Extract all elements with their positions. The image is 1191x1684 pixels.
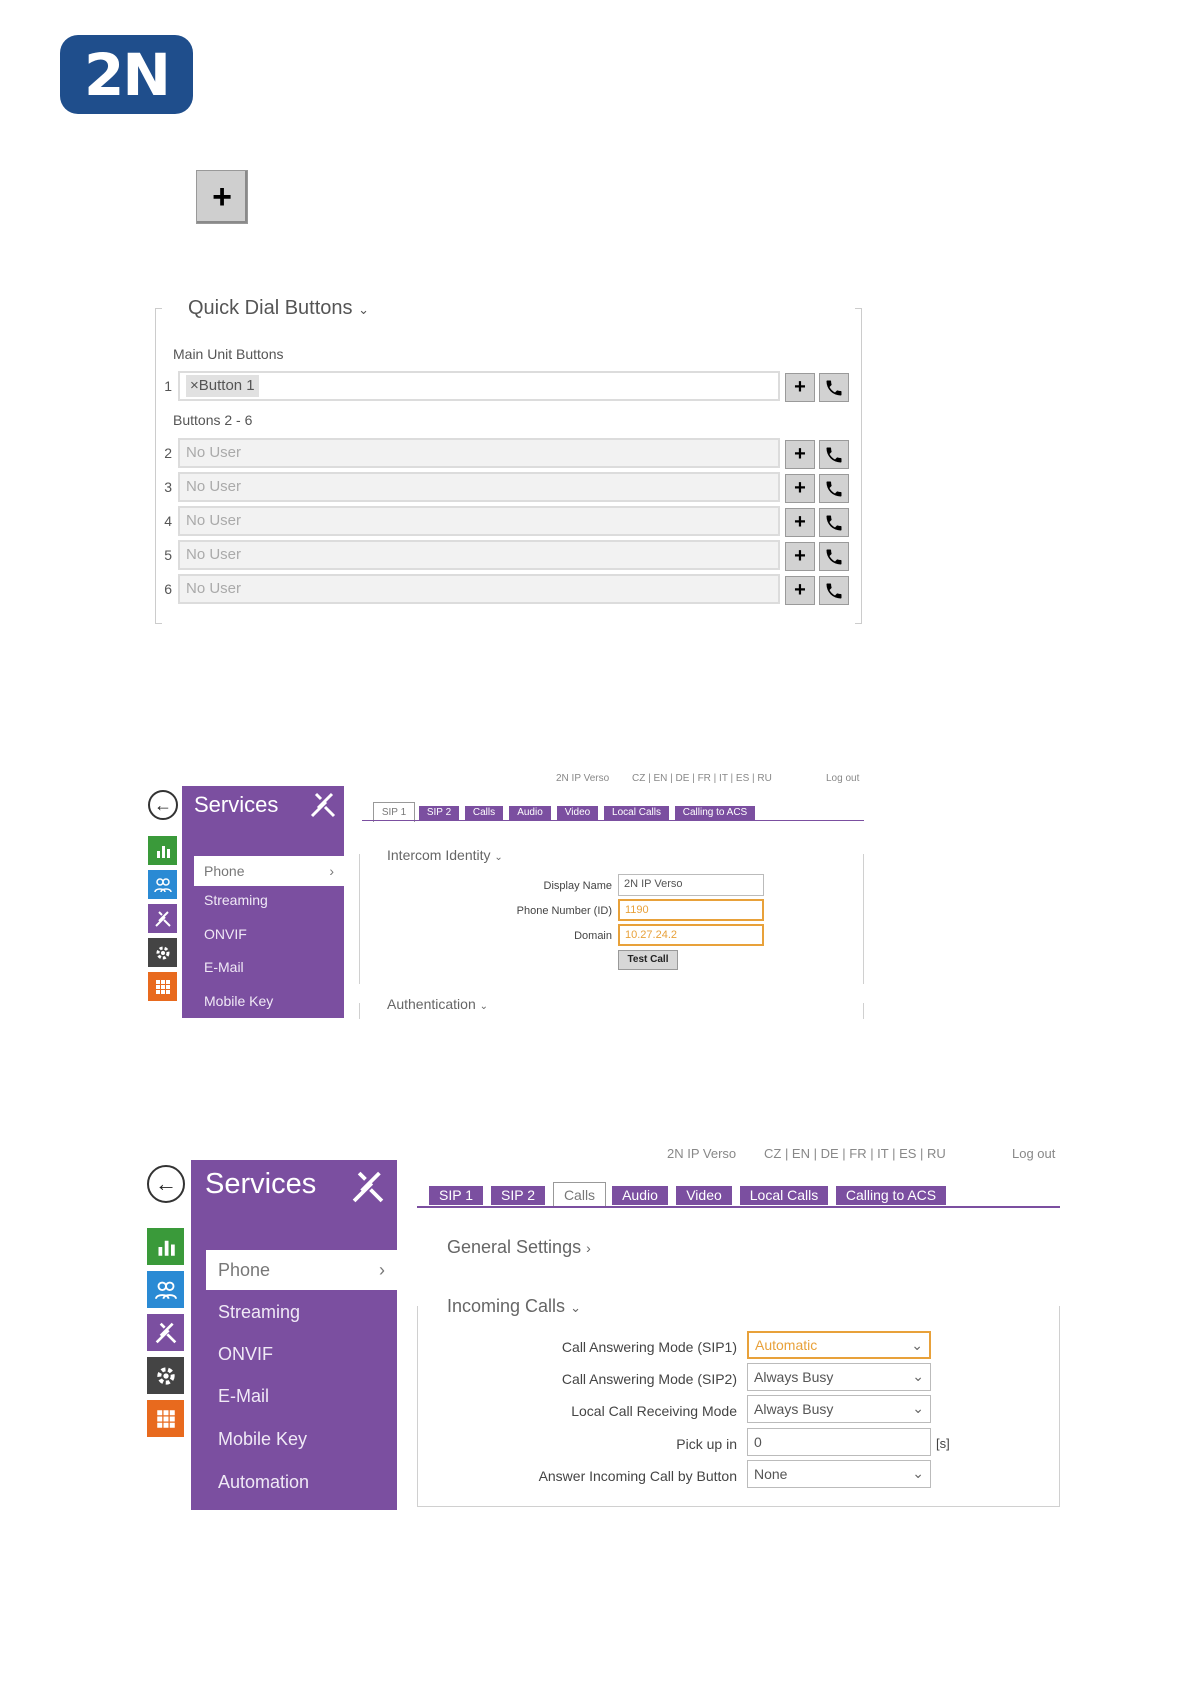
section-title-authentication[interactable]: Authentication ⌄ xyxy=(384,996,491,1012)
tab-calls[interactable]: Calls xyxy=(465,806,503,820)
chevron-down-icon: ⌄ xyxy=(912,1400,924,1416)
add-user-button[interactable] xyxy=(785,508,815,537)
add-user-button[interactable] xyxy=(785,373,815,402)
chevron-down-icon: ⌄ xyxy=(479,1001,489,1012)
phone-icon xyxy=(824,581,844,601)
domain-input[interactable]: 10.27.24.2 xyxy=(618,924,764,946)
test-call-button[interactable]: Test Call xyxy=(618,950,678,970)
device-name: 2N IP Verso xyxy=(556,773,610,784)
phone-number-label: Phone Number (ID) xyxy=(516,905,612,917)
chevron-down-icon: ⌄ xyxy=(912,1465,924,1481)
local-call-receiving-mode-label: Local Call Receiving Mode xyxy=(571,1403,737,1419)
back-arrow-icon[interactable]: ← xyxy=(148,790,178,820)
row-number: 2 xyxy=(164,445,172,461)
phone-icon xyxy=(824,547,844,567)
tab-underline xyxy=(362,820,864,821)
display-name-input[interactable]: 2N IP Verso xyxy=(618,874,764,896)
chevron-down-icon: ⌄ xyxy=(570,1300,581,1315)
status-icon[interactable] xyxy=(148,836,177,865)
row-number: 3 xyxy=(164,479,172,495)
pick-up-in-input[interactable]: 0 xyxy=(747,1428,931,1456)
tab-video[interactable]: Video xyxy=(676,1186,732,1205)
menu-item-mobile-key[interactable]: Mobile Key xyxy=(204,993,274,1009)
menu-item-phone[interactable]: Phone › xyxy=(194,856,344,886)
services-icon[interactable] xyxy=(148,904,177,933)
tab-underline xyxy=(417,1206,1060,1208)
menu-item-phone[interactable]: Phone › xyxy=(206,1250,397,1290)
back-arrow-icon[interactable]: ← xyxy=(147,1165,185,1203)
section-title-general-settings[interactable]: General Settings › xyxy=(447,1237,591,1257)
tab-audio[interactable]: Audio xyxy=(509,806,551,820)
user-field[interactable]: No User xyxy=(178,472,780,502)
status-icon[interactable] xyxy=(147,1228,184,1265)
remove-tag-icon[interactable]: × xyxy=(190,377,199,394)
plus-icon: + xyxy=(794,443,806,465)
services-menu xyxy=(191,1160,397,1510)
add-user-button[interactable] xyxy=(785,474,815,503)
2n-logo xyxy=(60,35,193,114)
add-button-large[interactable] xyxy=(196,170,248,224)
user-field[interactable]: No User xyxy=(178,506,780,536)
tab-sip-1[interactable]: SIP 1 xyxy=(373,802,415,822)
settings-gear-icon[interactable] xyxy=(148,938,177,967)
language-links[interactable]: CZ | EN | DE | FR | IT | ES | RU xyxy=(764,1146,946,1161)
chevron-right-icon: › xyxy=(329,863,334,879)
logout-link[interactable]: Log out xyxy=(826,773,860,784)
add-user-button[interactable] xyxy=(785,542,815,571)
domain-label: Domain xyxy=(574,930,612,942)
tab-calling-to-acs[interactable]: Calling to ACS xyxy=(836,1186,946,1205)
call-answering-mode-sip1-label: Call Answering Mode (SIP1) xyxy=(561,1339,737,1355)
buttons-2-6-label: Buttons 2 - 6 xyxy=(173,412,253,428)
services-title: Services xyxy=(205,1168,317,1200)
chevron-right-icon: › xyxy=(586,1240,591,1256)
quick-dial-title[interactable]: Quick Dial Buttons ⌄ xyxy=(188,297,369,319)
services-menu xyxy=(182,786,344,1018)
tools-icon xyxy=(349,1168,387,1211)
menu-item-mobile-key[interactable]: Mobile Key xyxy=(218,1429,308,1449)
chevron-down-icon: ⌄ xyxy=(494,852,503,863)
call-button[interactable] xyxy=(819,542,849,571)
plus-icon: + xyxy=(794,545,806,567)
row-number: 5 xyxy=(164,547,172,563)
user-field[interactable]: No User xyxy=(178,540,780,570)
menu-item-streaming[interactable]: Streaming xyxy=(218,1302,301,1322)
plus-icon: + xyxy=(794,376,806,398)
row-number: 1 xyxy=(164,378,172,394)
main-unit-label: Main Unit Buttons xyxy=(173,346,284,362)
call-answering-mode-sip1-select[interactable]: Automatic ⌄ xyxy=(747,1331,931,1359)
call-answering-mode-sip2-label: Call Answering Mode (SIP2) xyxy=(561,1371,737,1387)
plus-icon: + xyxy=(794,511,806,533)
services-icon[interactable] xyxy=(147,1314,184,1351)
user-field[interactable]: No User xyxy=(178,574,780,604)
phone-icon xyxy=(824,513,844,533)
add-user-button[interactable] xyxy=(785,440,815,469)
section-title-incoming-calls[interactable]: Incoming Calls ⌄ xyxy=(443,1296,585,1317)
button-1-field[interactable] xyxy=(178,371,780,401)
menu-item-email[interactable]: E-Mail xyxy=(204,959,244,975)
tab-local-calls[interactable]: Local Calls xyxy=(740,1186,828,1205)
tab-calls[interactable]: Calls xyxy=(553,1182,606,1207)
display-name-label: Display Name xyxy=(543,880,612,892)
menu-item-streaming[interactable]: Streaming xyxy=(204,892,268,908)
system-grid-icon[interactable] xyxy=(148,972,177,1001)
tab-sip-1[interactable]: SIP 1 xyxy=(429,1186,483,1205)
chevron-down-icon: ⌄ xyxy=(358,302,369,317)
answer-by-button-select[interactable]: None ⌄ xyxy=(747,1460,931,1488)
settings-gear-icon[interactable] xyxy=(147,1357,184,1394)
directory-icon[interactable] xyxy=(147,1271,184,1308)
plus-icon: + xyxy=(794,579,806,601)
tab-audio[interactable]: Audio xyxy=(612,1186,668,1205)
pick-up-in-label: Pick up in xyxy=(676,1436,737,1452)
answer-by-button-label: Answer Incoming Call by Button xyxy=(538,1468,737,1484)
phone-number-input[interactable]: 1190 xyxy=(618,899,764,921)
plus-icon: + xyxy=(794,477,806,499)
menu-item-automation[interactable]: Automation xyxy=(218,1472,310,1492)
call-button[interactable] xyxy=(819,474,849,503)
call-button[interactable] xyxy=(819,508,849,537)
panel-bracket-right xyxy=(855,308,862,624)
tab-calling-to-acs[interactable]: Calling to ACS xyxy=(675,806,755,820)
menu-item-onvif[interactable]: ONVIF xyxy=(218,1344,274,1364)
user-field[interactable]: No User xyxy=(178,438,780,468)
logo-text: 2N xyxy=(84,40,169,109)
phone-icon xyxy=(824,445,844,465)
language-links[interactable]: CZ | EN | DE | FR | IT | ES | RU xyxy=(632,773,772,784)
phone-icon xyxy=(824,479,844,499)
row-number: 6 xyxy=(164,581,172,597)
row-number: 4 xyxy=(164,513,172,529)
add-user-button[interactable] xyxy=(785,576,815,605)
call-button[interactable] xyxy=(819,373,849,402)
menu-item-onvif[interactable]: ONVIF xyxy=(204,926,247,942)
chevron-down-icon: ⌄ xyxy=(912,1368,924,1384)
user-tag[interactable]: ×Button 1 xyxy=(186,375,259,397)
directory-icon[interactable] xyxy=(148,870,177,899)
system-grid-icon[interactable] xyxy=(147,1400,184,1437)
local-call-receiving-mode-select[interactable]: Always Busy ⌄ xyxy=(747,1395,931,1423)
tab-local-calls[interactable]: Local Calls xyxy=(604,806,669,820)
call-button[interactable] xyxy=(819,576,849,605)
section-title-intercom-identity[interactable]: Intercom Identity ⌄ xyxy=(384,847,506,863)
call-answering-mode-sip2-select[interactable]: Always Busy ⌄ xyxy=(747,1363,931,1391)
tab-video[interactable]: Video xyxy=(557,806,598,820)
section-bracket xyxy=(359,854,864,984)
chevron-down-icon: ⌄ xyxy=(911,1337,923,1353)
menu-item-email[interactable]: E-Mail xyxy=(218,1386,270,1406)
plus-icon: + xyxy=(212,177,232,216)
tab-sip-2[interactable]: SIP 2 xyxy=(491,1186,545,1205)
tools-icon xyxy=(308,790,338,825)
phone-icon xyxy=(824,378,844,398)
call-button[interactable] xyxy=(819,440,849,469)
services-title: Services xyxy=(194,792,279,817)
tab-sip-2[interactable]: SIP 2 xyxy=(419,806,459,820)
device-name: 2N IP Verso xyxy=(667,1146,737,1161)
chevron-right-icon: › xyxy=(379,1260,385,1280)
seconds-unit: [s] xyxy=(936,1436,950,1451)
logout-link[interactable]: Log out xyxy=(1012,1146,1056,1161)
panel-bracket-left xyxy=(155,308,162,624)
